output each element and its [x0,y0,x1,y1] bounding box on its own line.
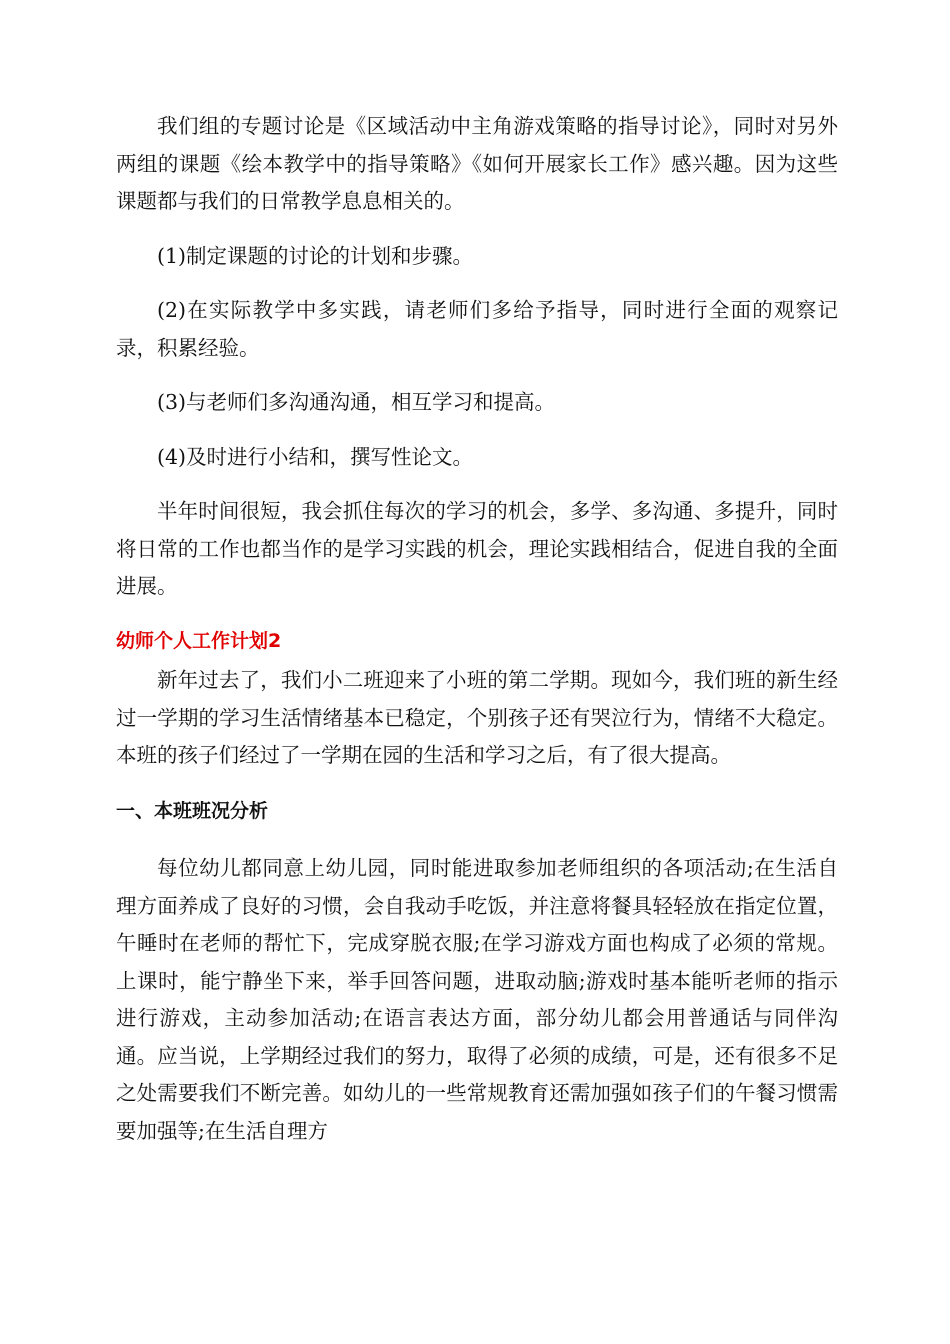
document-page [116,108,838,1167]
heading-class-analysis: 一、本班班况分析 [116,799,269,822]
paragraph-topic-discussion: 我们组的专题讨论是《区域活动中主角游戏策略的指导讨论》，同时对另外两组的课题《绘本教学中的指导策略》《如何开展家长工作》感兴趣。因为这些课题都与我们的日常教学息息相关的。 [116,114,838,213]
paragraph-class-analysis: 每位幼儿都同意上幼儿园，同时能进取参加老师组织的各项活动;在生活自理方面养成了良好的习惯，会自我动手吃饭，并注意将餐具轻轻放在指定位置，午睡时在老师的帮忙下，完成穿脱衣服;在学习游戏方面也构成了必须的常规。上课时，能宁静坐下来，举手回答问题，进取动脑;游戏时基本能听老师的指示进行游戏，主动参加活动;在语言表达方面，部分幼儿都会用普通话与同伴沟通。应当说，上学期经过我们的努力，取得了必须的成绩，可是，还有很多不足之处需要我们不断完善。如幼儿的一些常规教育还需加强如孩子们的午餐习惯需要加强等;在生活自理方 [116,856,838,1143]
paragraph-step-3: (3)与老师们多沟通沟通，相互学习和提高。 [157,390,556,414]
paragraph-step-1: (1)制定课题的讨论的计划和步骤。 [157,243,474,268]
paragraph-step-4: (4)及时进行小结和，撰写性论文。 [157,444,474,469]
paragraph-new-year-intro: 新年过去了，我们小二班迎来了小班的第二学期。现如今，我们班的新生经过一学期的学习生活情绪基本已稳定，个别孩子还有哭泣行为，情绪不大稳定。本班的孩子们经过了一学期在园的生活和学习之后，有了很大提高。 [116,668,838,767]
paragraph-half-year: 半年时间很短，我会抓住每次的学习的机会，多学、多沟通、多提升，同时将日常的工作也都当作的是学习实践的机会，理论实践相结合，促进自我的全面进展。 [116,499,838,598]
paragraph-step-2: (2)在实际教学中多实践，请老师们多给予指导，同时进行全面的观察记录，积累经验。 [116,298,838,360]
heading-plan-2: 幼师个人工作计划2 [116,629,282,652]
